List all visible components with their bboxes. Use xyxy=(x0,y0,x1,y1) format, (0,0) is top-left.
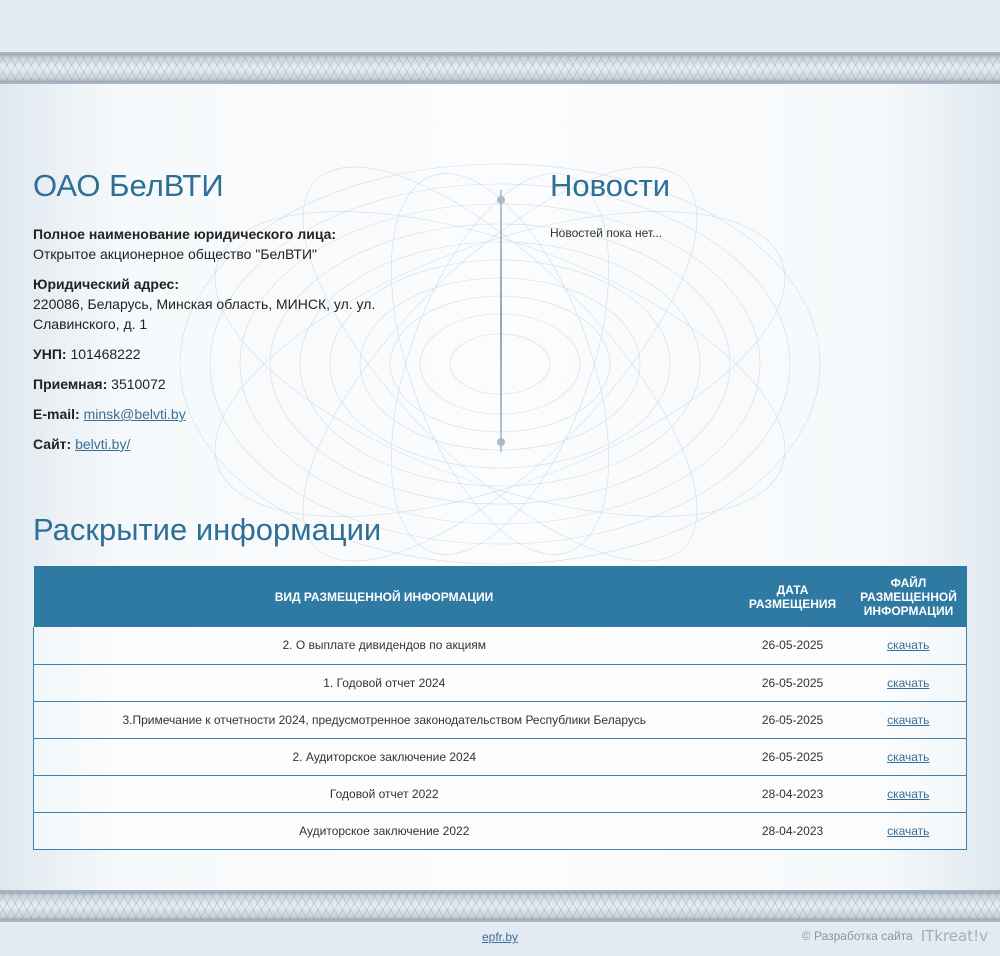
header-file: ФАЙЛ РАЗМЕЩЕННОЙ ИНФОРМАЦИИ xyxy=(851,566,967,627)
footer-ornament-strip xyxy=(0,890,1000,922)
reception-value: 3510072 xyxy=(111,376,166,392)
credit-text: © Разработка сайта xyxy=(801,929,913,943)
disclosure-table-wrapper xyxy=(33,566,967,850)
row-type: 1. Годовой отчет 2024 xyxy=(34,664,735,701)
unp-label: УНП: xyxy=(33,346,67,362)
row-type: Аудиторское заключение 2022 xyxy=(34,812,735,849)
download-link[interactable]: скачать xyxy=(887,638,930,653)
unp-row xyxy=(33,344,433,364)
row-date: 26-05-2025 xyxy=(735,627,851,664)
table-row xyxy=(34,627,967,664)
row-file xyxy=(851,701,967,738)
company-info xyxy=(33,224,433,464)
reception-row xyxy=(33,374,433,394)
email-link[interactable]: minsk@belvti.by xyxy=(83,406,186,422)
site-link[interactable]: belvti.by/ xyxy=(75,436,131,452)
company-title: ОАО БелВТИ xyxy=(33,168,224,203)
email-label: E-mail: xyxy=(33,406,80,422)
news-empty-message: Новостей пока нет... xyxy=(550,226,663,240)
header-date: ДАТА РАЗМЕЩЕНИЯ xyxy=(735,566,851,627)
column-divider xyxy=(500,190,502,452)
row-file xyxy=(851,812,967,849)
legal-name-value: Открытое акционерное общество "БелВТИ" xyxy=(33,246,317,262)
row-file xyxy=(851,627,967,664)
header-ornament-strip xyxy=(0,52,1000,84)
row-date: 26-05-2025 xyxy=(735,664,851,701)
download-link[interactable]: скачать xyxy=(887,712,930,727)
developer-credit xyxy=(802,927,988,945)
disclosure-table xyxy=(33,566,967,850)
address-label: Юридический адрес: xyxy=(33,276,179,292)
email-row xyxy=(33,404,433,424)
row-type: 2. О выплате дивидендов по акциям xyxy=(34,627,735,664)
download-link[interactable]: скачать xyxy=(887,786,930,801)
row-type: 2. Аудиторское заключение 2024 xyxy=(34,738,735,775)
footer-link[interactable]: epfr.by xyxy=(482,930,519,944)
row-file xyxy=(851,775,967,812)
disclosure-title: Раскрытие информации xyxy=(33,512,382,547)
unp-value: 101468222 xyxy=(70,346,141,362)
legal-name-row xyxy=(33,224,433,264)
address-row xyxy=(33,274,433,334)
reception-label: Приемная: xyxy=(33,376,108,392)
row-date: 28-04-2023 xyxy=(735,775,851,812)
developer-logo[interactable]: ITkreat!v xyxy=(920,927,988,945)
table-row xyxy=(34,812,967,849)
address-value: 220086, Беларусь, Минская область, МИНСК, ул. ул. Славинского, д. 1 xyxy=(33,296,376,332)
site-label: Сайт: xyxy=(33,436,72,452)
top-band xyxy=(0,0,1000,52)
legal-name-label: Полное наименование юридического лица: xyxy=(33,226,337,242)
table-row xyxy=(34,738,967,775)
row-date: 26-05-2025 xyxy=(735,738,851,775)
row-file xyxy=(851,664,967,701)
row-type: 3.Примечание к отчетности 2024, предусмотренное законодательством Республики Беларусь xyxy=(34,701,735,738)
site-row xyxy=(33,434,433,454)
table-header-row xyxy=(34,566,967,627)
header-type: ВИД РАЗМЕЩЕННОЙ ИНФОРМАЦИИ xyxy=(34,566,735,627)
table-row xyxy=(34,701,967,738)
row-date: 26-05-2025 xyxy=(735,701,851,738)
news-title: Новости xyxy=(550,168,671,203)
row-type: Годовой отчет 2022 xyxy=(34,775,735,812)
table-row xyxy=(34,775,967,812)
row-file xyxy=(851,738,967,775)
download-link[interactable]: скачать xyxy=(887,675,930,690)
download-link[interactable]: скачать xyxy=(887,749,930,764)
download-link[interactable]: скачать xyxy=(887,823,930,838)
row-date: 28-04-2023 xyxy=(735,812,851,849)
table-row xyxy=(34,664,967,701)
